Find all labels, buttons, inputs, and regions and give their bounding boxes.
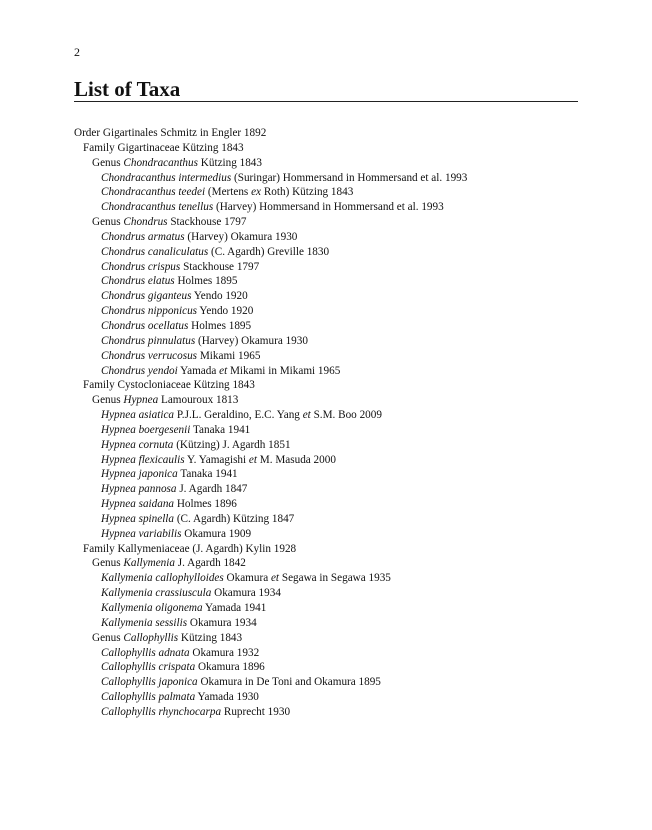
italic-name: Hypnea flexicaulis xyxy=(101,453,185,466)
taxon-text: Ruprecht 1930 xyxy=(221,705,291,718)
taxon-text: Okamura 1909 xyxy=(181,527,252,540)
italic-name: Chondrus crispus xyxy=(101,260,181,273)
taxon-text: (Suringar) Hommersand in Hommersand et al. 1993 xyxy=(231,171,468,184)
taxon-text: Yamada xyxy=(177,364,220,377)
italic-name: Hypnea asiatica xyxy=(101,409,175,422)
taxon-text: (Harvey) Hommersand in Hommersand et al. 1993 xyxy=(213,201,444,214)
taxon-text: Holmes 1895 xyxy=(188,319,252,332)
genus-entry xyxy=(74,215,584,230)
taxon-text: Order Gigartinales Schmitz in Engler 1892 xyxy=(74,127,267,139)
genus-entry xyxy=(74,156,584,171)
italic-name: Chondrus elatus xyxy=(101,275,175,288)
taxon-text: Genus xyxy=(92,216,124,229)
taxon-text: Family Cystocloniaceae Kützing 1843 xyxy=(83,379,255,392)
italic-name: Callophyllis palmata xyxy=(101,691,196,704)
italic-name: Kallymenia callophylloides xyxy=(101,572,224,585)
taxon-text: S.M. Boo 2009 xyxy=(310,409,382,422)
taxon-text: Tanaka 1941 xyxy=(177,468,238,481)
italic-name: Chondrus canaliculatus xyxy=(101,245,209,258)
species-entry xyxy=(74,482,584,497)
italic-name: Hypnea spinella xyxy=(101,512,175,525)
species-entry xyxy=(74,646,584,661)
taxon-text: J. Agardh 1847 xyxy=(176,483,248,496)
species-entry xyxy=(74,690,584,705)
species-entry xyxy=(74,601,584,616)
taxon-text: Tanaka 1941 xyxy=(190,423,251,436)
italic-name: ex xyxy=(251,186,262,199)
taxon-text: Genus xyxy=(92,631,124,644)
taxon-text: P.J.L. Geraldino, E.C. Yang xyxy=(174,409,303,422)
taxon-text: M. Masuda 2000 xyxy=(257,453,336,466)
italic-name: Kallymenia xyxy=(123,557,175,570)
order-entry xyxy=(74,126,584,141)
taxon-text: Okamura 1896 xyxy=(195,661,265,674)
taxon-text: Mikami 1965 xyxy=(197,349,261,362)
italic-name: Chondrus giganteus xyxy=(101,290,192,303)
taxon-text: Kützing 1843 xyxy=(178,631,243,644)
taxon-text: Genus xyxy=(92,557,124,570)
italic-name: et xyxy=(248,453,257,466)
italic-name: Hypnea japonica xyxy=(101,468,178,481)
taxon-text: Lamouroux 1813 xyxy=(158,394,239,407)
species-entry xyxy=(74,245,584,260)
italic-name: Chondracanthus tenellus xyxy=(101,201,214,214)
italic-name: Hypnea xyxy=(123,394,159,407)
species-entry xyxy=(74,705,584,720)
taxon-text: Yendo 1920 xyxy=(197,305,254,318)
taxon-text: J. Agardh 1842 xyxy=(174,557,246,570)
species-entry xyxy=(74,319,584,334)
taxon-text: Holmes 1895 xyxy=(174,275,238,288)
page-title: List of Taxa xyxy=(74,77,181,101)
taxon-text: (Harvey) Okamura 1930 xyxy=(195,334,308,347)
italic-name: et xyxy=(270,572,280,585)
species-entry xyxy=(74,512,584,527)
species-entry xyxy=(74,423,584,438)
taxon-text: Okamura 1934 xyxy=(187,616,257,629)
italic-name: Callophyllis japonica xyxy=(101,676,198,689)
species-entry xyxy=(74,364,584,379)
taxon-text: Mikami in Mikami 1965 xyxy=(227,364,341,377)
italic-name: Hypnea saidana xyxy=(101,498,175,511)
taxon-text: Genus xyxy=(92,394,124,407)
taxon-text: Segawa in Segawa 1935 xyxy=(279,572,391,585)
italic-name: Chondrus nipponicus xyxy=(101,305,198,318)
taxon-text: (C. Agardh) Greville 1830 xyxy=(208,245,330,258)
species-entry xyxy=(74,660,584,675)
species-entry xyxy=(74,289,584,304)
italic-name: Kallymenia sessilis xyxy=(101,616,188,629)
species-entry xyxy=(74,586,584,601)
species-entry xyxy=(74,438,584,453)
title-rule xyxy=(74,101,578,102)
taxon-text: (Harvey) Okamura 1930 xyxy=(184,230,298,243)
taxon-text: Y. Yamagishi xyxy=(184,453,249,466)
species-entry xyxy=(74,304,584,319)
italic-name: Hypnea cornuta xyxy=(101,438,174,451)
species-entry xyxy=(74,497,584,512)
species-entry xyxy=(74,527,584,542)
species-entry xyxy=(74,200,584,215)
taxon-text: Stackhouse 1797 xyxy=(167,216,247,229)
species-entry xyxy=(74,453,584,468)
species-entry xyxy=(74,675,584,690)
taxon-text: Kützing 1843 xyxy=(197,156,262,169)
taxon-text: Okamura 1932 xyxy=(189,646,260,659)
species-entry xyxy=(74,467,584,482)
italic-name: Chondracanthus teedei xyxy=(101,186,206,199)
taxon-text: (Mertens xyxy=(205,186,252,199)
italic-name: Hypnea variabilis xyxy=(101,527,182,540)
italic-name: Chondrus armatus xyxy=(101,230,185,243)
page-number: 2 xyxy=(74,45,80,59)
species-entry xyxy=(74,408,584,423)
italic-name: Chondrus verrucosus xyxy=(101,349,198,362)
italic-name: et xyxy=(219,364,228,377)
taxon-text: Okamura 1934 xyxy=(211,587,281,600)
italic-name: Kallymenia oligonema xyxy=(101,602,203,614)
taxon-text: Holmes 1896 xyxy=(174,498,237,511)
italic-name: Chondracanthus intermedius xyxy=(101,171,232,184)
genus-entry xyxy=(74,393,584,408)
species-entry xyxy=(74,274,584,289)
italic-name: Chondrus yendoi xyxy=(101,364,178,377)
italic-name: Callophyllis crispata xyxy=(101,661,196,674)
genus-entry xyxy=(74,556,584,571)
species-entry xyxy=(74,185,584,200)
italic-name: Kallymenia crassiuscula xyxy=(101,587,212,600)
species-entry xyxy=(74,230,584,245)
taxa-list xyxy=(74,126,584,720)
taxon-text: Genus xyxy=(92,156,124,169)
taxon-text: Yamada 1941 xyxy=(202,602,267,614)
italic-name: Callophyllis xyxy=(123,631,179,644)
taxon-text: Yamada 1930 xyxy=(195,691,259,704)
italic-name: Hypnea pannosa xyxy=(101,483,177,496)
family-entry xyxy=(74,542,584,557)
family-entry xyxy=(74,378,584,393)
taxon-text: Family Gigartinaceae Kützing 1843 xyxy=(83,141,244,154)
italic-name: Chondracanthus xyxy=(123,156,198,169)
taxon-text: Okamura xyxy=(223,572,271,585)
italic-name: Chondrus ocellatus xyxy=(101,319,189,332)
species-entry xyxy=(74,571,584,586)
species-entry xyxy=(74,260,584,275)
species-entry xyxy=(74,349,584,364)
italic-name: et xyxy=(302,409,311,422)
italic-name: Chondrus pinnulatus xyxy=(101,334,196,347)
italic-name: Callophyllis adnata xyxy=(101,646,190,659)
taxon-text: Yendo 1920 xyxy=(191,290,248,303)
taxon-text: Roth) Kützing 1843 xyxy=(261,186,354,199)
taxon-text: (Kützing) J. Agardh 1851 xyxy=(173,438,291,451)
genus-entry xyxy=(74,631,584,646)
species-entry xyxy=(74,616,584,631)
species-entry xyxy=(74,334,584,349)
taxon-text: (C. Agardh) Kützing 1847 xyxy=(174,512,295,525)
italic-name: Callophyllis rhynchocarpa xyxy=(101,705,222,718)
taxon-text: Okamura in De Toni and Okamura 1895 xyxy=(197,676,381,689)
taxon-text: Family Kallymeniaceae (J. Agardh) Kylin 1928 xyxy=(83,542,297,555)
taxon-text: Stackhouse 1797 xyxy=(180,260,260,273)
species-entry xyxy=(74,171,584,186)
family-entry xyxy=(74,141,584,156)
italic-name: Hypnea boergesenii xyxy=(101,423,191,436)
italic-name: Chondrus xyxy=(123,216,168,229)
